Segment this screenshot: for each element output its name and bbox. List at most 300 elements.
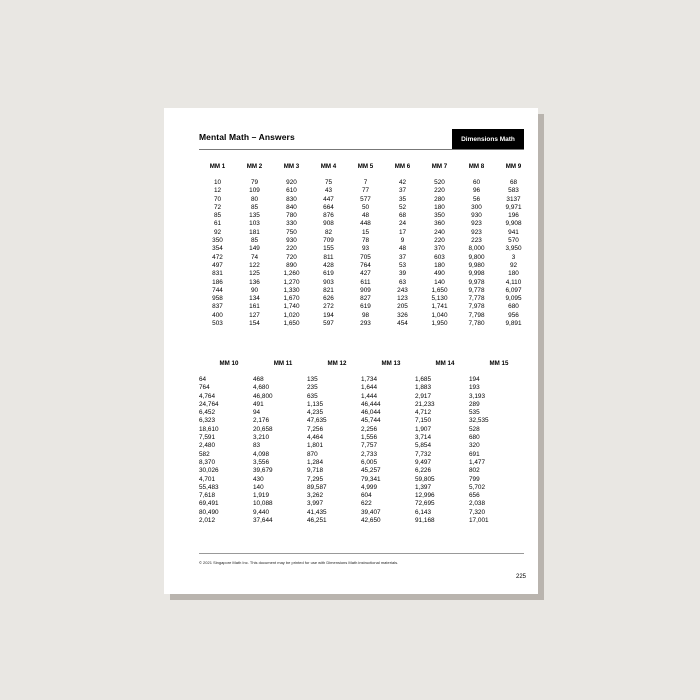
- answer-cell: 447: [323, 195, 334, 203]
- answer-cell: 194: [469, 376, 480, 383]
- answer-cell: 6,143: [415, 508, 431, 516]
- answer-cell: 1,734: [361, 376, 377, 383]
- answer-cell: 180: [434, 261, 445, 269]
- answer-cell: 1,135: [307, 400, 323, 408]
- answer-cell: 1,270: [283, 278, 300, 286]
- answer-column: [199, 360, 253, 525]
- answer-cell: 93: [361, 245, 370, 253]
- answer-cell: 80: [250, 195, 259, 203]
- answer-cell: 68: [509, 179, 518, 186]
- answer-cell: 12,996: [415, 492, 435, 500]
- answer-column: [361, 360, 415, 525]
- answer-cell: 42,650: [361, 517, 381, 525]
- answer-cell: 136: [249, 278, 260, 286]
- answer-cell: 923: [471, 220, 482, 228]
- answer-cell: 79,341: [361, 475, 381, 483]
- answer-cell: 4,235: [307, 409, 323, 417]
- answer-cell: 109: [249, 187, 260, 195]
- answer-cell: 123: [397, 295, 408, 303]
- answer-cell: 831: [212, 270, 223, 278]
- answer-cell: 46,444: [361, 400, 381, 408]
- answer-cell: 958: [212, 295, 223, 303]
- answer-cell: 7,778: [468, 295, 485, 303]
- answer-cell: 77: [361, 187, 370, 195]
- column-header: MM 10: [219, 360, 239, 367]
- answer-cell: 79: [250, 179, 259, 186]
- answer-cell: 430: [253, 475, 264, 483]
- answer-cell: 6,097: [505, 286, 522, 294]
- answer-cell: 799: [469, 475, 480, 483]
- answer-cell: 7,798: [468, 311, 485, 319]
- answer-cell: 320: [469, 442, 480, 450]
- answer-cell: 520: [434, 179, 445, 186]
- answer-cell: 4,999: [361, 483, 377, 491]
- answer-cell: 941: [508, 228, 519, 236]
- answer-cell: 802: [469, 467, 480, 475]
- answer-column: [384, 163, 421, 328]
- answer-cell: 240: [434, 228, 445, 236]
- answer-cell: 60: [472, 179, 481, 186]
- answer-cell: 811: [323, 253, 334, 261]
- answer-cell: 94: [253, 409, 261, 417]
- answer-cell: 370: [434, 245, 445, 253]
- column-header: MM 11: [273, 360, 293, 367]
- answer-cell: 48: [361, 212, 370, 220]
- answer-cell: 43: [324, 187, 333, 195]
- answer-cell: 18,610: [199, 425, 219, 433]
- answer-cell: 35: [398, 195, 407, 203]
- column-header: MM 2: [246, 163, 263, 170]
- column-header: MM 13: [381, 360, 401, 367]
- answer-cell: 56: [472, 195, 481, 203]
- answer-cell: 1,670: [283, 295, 300, 303]
- answer-cell: 4,712: [415, 409, 431, 417]
- answer-cell: 909: [360, 286, 371, 294]
- answer-cell: 354: [212, 245, 223, 253]
- answer-cell: 8,000: [468, 245, 485, 253]
- column-header: MM 6: [394, 163, 411, 170]
- answer-cell: 427: [360, 270, 371, 278]
- answer-column: [495, 163, 532, 328]
- answer-cell: 9,971: [505, 203, 522, 211]
- answer-cell: 821: [323, 286, 334, 294]
- page-title: Mental Math – Answers: [199, 132, 295, 142]
- answer-cell: 220: [286, 245, 297, 253]
- answer-cell: 68: [398, 212, 407, 220]
- answer-cell: 7,757: [361, 442, 377, 450]
- answer-cell: 1,650: [431, 286, 448, 294]
- answer-cell: 41,435: [307, 508, 327, 516]
- answer-cell: 837: [212, 303, 223, 311]
- answer-cell: 32,535: [469, 417, 489, 425]
- answer-cell: 140: [434, 278, 445, 286]
- footer-divider: [199, 553, 524, 554]
- answer-cell: 46,044: [361, 409, 381, 417]
- answer-cell: 127: [249, 311, 260, 319]
- answer-cell: 220: [434, 237, 445, 245]
- answer-cell: 7,732: [415, 450, 431, 458]
- brand-label: Dimensions Math: [452, 129, 524, 149]
- copyright-note: © 2021 Singapore Math Inc. This document may be printed for use with Dimensions Math instructional materials.: [199, 560, 399, 565]
- answer-cell: 350: [434, 212, 445, 220]
- answer-cell: 59,805: [415, 475, 435, 483]
- answer-cell: 74: [250, 253, 259, 261]
- answer-cell: 9,440: [253, 508, 269, 516]
- answer-cell: 69,491: [199, 500, 219, 508]
- column-header: MM 15: [489, 360, 509, 367]
- answer-cell: 1,919: [253, 492, 269, 500]
- answer-cell: 243: [397, 286, 408, 294]
- header-divider: [199, 149, 524, 150]
- answer-cell: 956: [508, 311, 519, 319]
- answer-cell: 61: [213, 220, 222, 228]
- column-header: MM 4: [320, 163, 337, 170]
- answer-cell: 1,883: [415, 384, 431, 392]
- answer-cell: 330: [286, 220, 297, 228]
- answer-cell: 235: [307, 384, 318, 392]
- column-header: MM 9: [505, 163, 522, 170]
- column-header: MM 8: [468, 163, 485, 170]
- answer-column: [310, 163, 347, 328]
- answer-cell: 45,744: [361, 417, 381, 425]
- answer-cell: 870: [307, 450, 318, 458]
- answer-column: [469, 360, 523, 525]
- answer-cell: 300: [471, 203, 482, 211]
- answer-cell: 3,262: [307, 492, 323, 500]
- answer-cell: 46,800: [253, 392, 273, 400]
- answer-cell: 2,733: [361, 450, 377, 458]
- answer-cell: 135: [249, 212, 260, 220]
- answer-cell: 2,480: [199, 442, 215, 450]
- answer-cell: 98: [361, 311, 370, 319]
- answer-cell: 80,490: [199, 508, 219, 516]
- answer-cell: 635: [307, 392, 318, 400]
- answer-cell: 196: [508, 212, 519, 220]
- answer-cell: 9: [400, 237, 405, 245]
- answer-cell: 1,950: [431, 320, 448, 328]
- answer-cell: 2,038: [469, 500, 485, 508]
- answer-cell: 92: [213, 228, 222, 236]
- answer-cell: 680: [508, 303, 519, 311]
- answer-cell: 1,740: [283, 303, 300, 311]
- answer-cell: 30,026: [199, 467, 219, 475]
- answer-cell: 780: [286, 212, 297, 220]
- answer-cell: 468: [253, 376, 264, 383]
- answer-cell: 7: [363, 179, 368, 186]
- answer-cell: 611: [360, 278, 371, 286]
- answer-cell: 45,257: [361, 467, 381, 475]
- answer-cell: 1,685: [415, 376, 431, 383]
- answer-cell: 2,256: [361, 425, 377, 433]
- answer-cell: 472: [212, 253, 223, 261]
- answer-cell: 709: [323, 237, 334, 245]
- answer-cell: 194: [323, 311, 334, 319]
- answer-cell: 7,150: [415, 417, 431, 425]
- answer-cell: 7,618: [199, 492, 215, 500]
- answer-cell: 503: [212, 320, 223, 328]
- answer-cell: 448: [360, 220, 371, 228]
- answer-cell: 289: [469, 400, 480, 408]
- answer-cell: 140: [253, 483, 264, 491]
- answer-cell: 830: [286, 195, 297, 203]
- answer-cell: 15: [361, 228, 370, 236]
- answer-cell: 3,997: [307, 500, 323, 508]
- answer-cell: 47,635: [307, 417, 327, 425]
- answer-cell: 9,998: [468, 270, 485, 278]
- answer-cell: 2,917: [415, 392, 431, 400]
- answer-cell: 827: [360, 295, 371, 303]
- answer-cell: 9,891: [505, 320, 522, 328]
- column-header: MM 7: [431, 163, 448, 170]
- answer-cell: 890: [286, 261, 297, 269]
- answer-cell: 55,483: [199, 483, 219, 491]
- answer-cell: 125: [249, 270, 260, 278]
- answer-cell: 582: [199, 450, 210, 458]
- answer-cell: 46,251: [307, 517, 327, 525]
- answer-cell: 2,176: [253, 417, 269, 425]
- answer-cell: 122: [249, 261, 260, 269]
- answer-cell: 1,330: [283, 286, 300, 294]
- answer-cell: 39,407: [361, 508, 381, 516]
- answer-cell: 3,210: [253, 434, 269, 442]
- answer-cell: 1,741: [431, 303, 448, 311]
- answer-cell: 149: [249, 245, 260, 253]
- answer-cell: 186: [212, 278, 223, 286]
- answer-cell: 10: [213, 179, 222, 186]
- answer-cell: 1,644: [361, 384, 377, 392]
- answer-cell: 96: [472, 187, 481, 195]
- answer-cell: 930: [286, 237, 297, 245]
- answer-cell: 583: [508, 187, 519, 195]
- answer-cell: 350: [212, 237, 223, 245]
- answer-cell: 9,718: [307, 467, 323, 475]
- answer-cell: 135: [307, 376, 318, 383]
- answer-cell: 840: [286, 203, 297, 211]
- answer-cell: 205: [397, 303, 408, 311]
- answer-cell: 53: [398, 261, 407, 269]
- answer-cell: 82: [324, 228, 333, 236]
- answer-cell: 48: [398, 245, 407, 253]
- column-header: MM 1: [209, 163, 226, 170]
- answer-cell: 92: [509, 261, 518, 269]
- answer-column: [273, 163, 310, 328]
- answer-cell: 3: [511, 253, 516, 261]
- answer-cell: 619: [323, 270, 334, 278]
- answer-cell: 454: [397, 320, 408, 328]
- answer-cell: 85: [250, 203, 259, 211]
- answer-cell: 7,256: [307, 425, 323, 433]
- answer-cell: 64: [199, 376, 207, 383]
- answer-cell: 9,978: [468, 278, 485, 286]
- answers-table-mm1-mm9: [199, 163, 532, 328]
- answer-cell: 610: [286, 187, 297, 195]
- answer-cell: 180: [508, 270, 519, 278]
- answer-cell: 3,556: [253, 458, 269, 466]
- answer-cell: 24: [398, 220, 407, 228]
- answer-cell: 5,702: [469, 483, 485, 491]
- answer-cell: 193: [469, 384, 480, 392]
- answer-column: [458, 163, 495, 328]
- answer-cell: 535: [469, 409, 480, 417]
- column-header: MM 12: [327, 360, 347, 367]
- answer-cell: 37,644: [253, 517, 273, 525]
- answer-cell: 180: [434, 203, 445, 211]
- answer-cell: 4,464: [307, 434, 323, 442]
- answer-cell: 4,098: [253, 450, 269, 458]
- answer-cell: 4,764: [199, 392, 215, 400]
- answer-cell: 39: [398, 270, 407, 278]
- answer-cell: 42: [398, 179, 407, 186]
- answer-cell: 223: [471, 237, 482, 245]
- answer-cell: 2,012: [199, 517, 215, 525]
- answer-cell: 903: [323, 278, 334, 286]
- answer-cell: 134: [249, 295, 260, 303]
- answer-cell: 10,088: [253, 500, 273, 508]
- column-header: MM 14: [435, 360, 455, 367]
- answer-column: [199, 163, 236, 328]
- answer-cell: 89,587: [307, 483, 327, 491]
- answer-cell: 280: [434, 195, 445, 203]
- answer-cell: 3,714: [415, 434, 431, 442]
- answer-cell: 9,095: [505, 295, 522, 303]
- answer-cell: 528: [469, 425, 480, 433]
- answer-cell: 63: [398, 278, 407, 286]
- answer-page: [164, 108, 538, 594]
- answer-cell: 4,680: [253, 384, 269, 392]
- answer-cell: 577: [360, 195, 371, 203]
- answer-cell: 78: [361, 237, 370, 245]
- answer-cell: 664: [323, 203, 334, 211]
- answer-cell: 9,800: [468, 253, 485, 261]
- answer-cell: 744: [212, 286, 223, 294]
- answer-cell: 3,950: [505, 245, 522, 253]
- answer-column: [253, 360, 307, 525]
- answer-cell: 1,040: [431, 311, 448, 319]
- answer-cell: 293: [360, 320, 371, 328]
- answer-cell: 272: [323, 303, 334, 311]
- answer-cell: 83: [253, 442, 261, 450]
- answer-cell: 154: [249, 320, 260, 328]
- answer-cell: 597: [323, 320, 334, 328]
- answer-cell: 1,397: [415, 483, 431, 491]
- answer-cell: 24,764: [199, 400, 219, 408]
- answer-cell: 17,001: [469, 517, 489, 525]
- answer-cell: 750: [286, 228, 297, 236]
- answer-cell: 1,284: [307, 458, 323, 466]
- answer-cell: 161: [249, 303, 260, 311]
- column-header: MM 5: [357, 163, 374, 170]
- answer-cell: 1,477: [469, 458, 485, 466]
- answer-cell: 1,907: [415, 425, 431, 433]
- answer-cell: 680: [469, 434, 480, 442]
- answer-cell: 1,801: [307, 442, 323, 450]
- answer-cell: 923: [471, 228, 482, 236]
- answer-cell: 7,978: [468, 303, 485, 311]
- answer-column: [236, 163, 273, 328]
- answer-cell: 619: [360, 303, 371, 311]
- answer-cell: 7,780: [468, 320, 485, 328]
- answer-cell: 72: [213, 203, 222, 211]
- answer-cell: 491: [253, 400, 264, 408]
- answer-cell: 72,695: [415, 500, 435, 508]
- answer-cell: 91,168: [415, 517, 435, 525]
- answer-cell: 90: [250, 286, 259, 294]
- answer-cell: 181: [249, 228, 260, 236]
- answer-cell: 4,110: [505, 278, 522, 286]
- answer-cell: 9,980: [468, 261, 485, 269]
- answer-cell: 622: [361, 500, 372, 508]
- answer-cell: 12: [213, 187, 222, 195]
- answer-cell: 6,452: [199, 409, 215, 417]
- answer-cell: 9,497: [415, 458, 431, 466]
- answer-cell: 103: [249, 220, 260, 228]
- answer-cell: 20,658: [253, 425, 273, 433]
- answer-cell: 1,260: [283, 270, 300, 278]
- answer-cell: 876: [323, 212, 334, 220]
- page-number: 225: [516, 574, 527, 580]
- answer-cell: 17: [398, 228, 407, 236]
- answer-cell: 52: [398, 203, 407, 211]
- answer-cell: 5,130: [431, 295, 448, 303]
- answer-cell: 1,650: [283, 320, 300, 328]
- answer-cell: 720: [286, 253, 297, 261]
- answer-column: [421, 163, 458, 328]
- answer-cell: 85: [213, 212, 222, 220]
- answer-cell: 70: [213, 195, 222, 203]
- answer-cell: 3,193: [469, 392, 485, 400]
- answer-cell: 764: [360, 261, 371, 269]
- answers-table-mm10-mm15: [199, 360, 523, 525]
- answer-cell: 37: [398, 253, 407, 261]
- answer-cell: 7,591: [199, 434, 215, 442]
- answer-cell: 908: [323, 220, 334, 228]
- answer-column: [415, 360, 469, 525]
- answer-cell: 39,679: [253, 467, 273, 475]
- answer-column: [307, 360, 361, 525]
- answer-cell: 9,908: [505, 220, 522, 228]
- answer-cell: 21,233: [415, 400, 435, 408]
- answer-cell: 691: [469, 450, 480, 458]
- answer-cell: 37: [398, 187, 407, 195]
- answer-cell: 497: [212, 261, 223, 269]
- answer-cell: 7,320: [469, 508, 485, 516]
- column-header: MM 3: [283, 163, 300, 170]
- answer-cell: 570: [508, 237, 519, 245]
- answer-cell: 626: [323, 295, 334, 303]
- answer-cell: 6,226: [415, 467, 431, 475]
- answer-cell: 6,005: [361, 458, 377, 466]
- answer-cell: 220: [434, 187, 445, 195]
- answer-cell: 1,020: [283, 311, 300, 319]
- answer-cell: 603: [434, 253, 445, 261]
- answer-cell: 9,778: [468, 286, 485, 294]
- answer-cell: 50: [361, 203, 370, 211]
- answer-column: [347, 163, 384, 328]
- answer-cell: 930: [471, 212, 482, 220]
- answer-cell: 155: [323, 245, 334, 253]
- answer-cell: 1,556: [361, 434, 377, 442]
- answer-cell: 1,444: [361, 392, 377, 400]
- answer-cell: 6,323: [199, 417, 215, 425]
- answer-cell: 656: [469, 492, 480, 500]
- answer-cell: 5,854: [415, 442, 431, 450]
- answer-cell: 3137: [506, 195, 521, 203]
- answer-cell: 400: [212, 311, 223, 319]
- answer-cell: 764: [199, 384, 210, 392]
- answer-cell: 360: [434, 220, 445, 228]
- answer-cell: 85: [250, 237, 259, 245]
- answer-cell: 920: [286, 179, 297, 186]
